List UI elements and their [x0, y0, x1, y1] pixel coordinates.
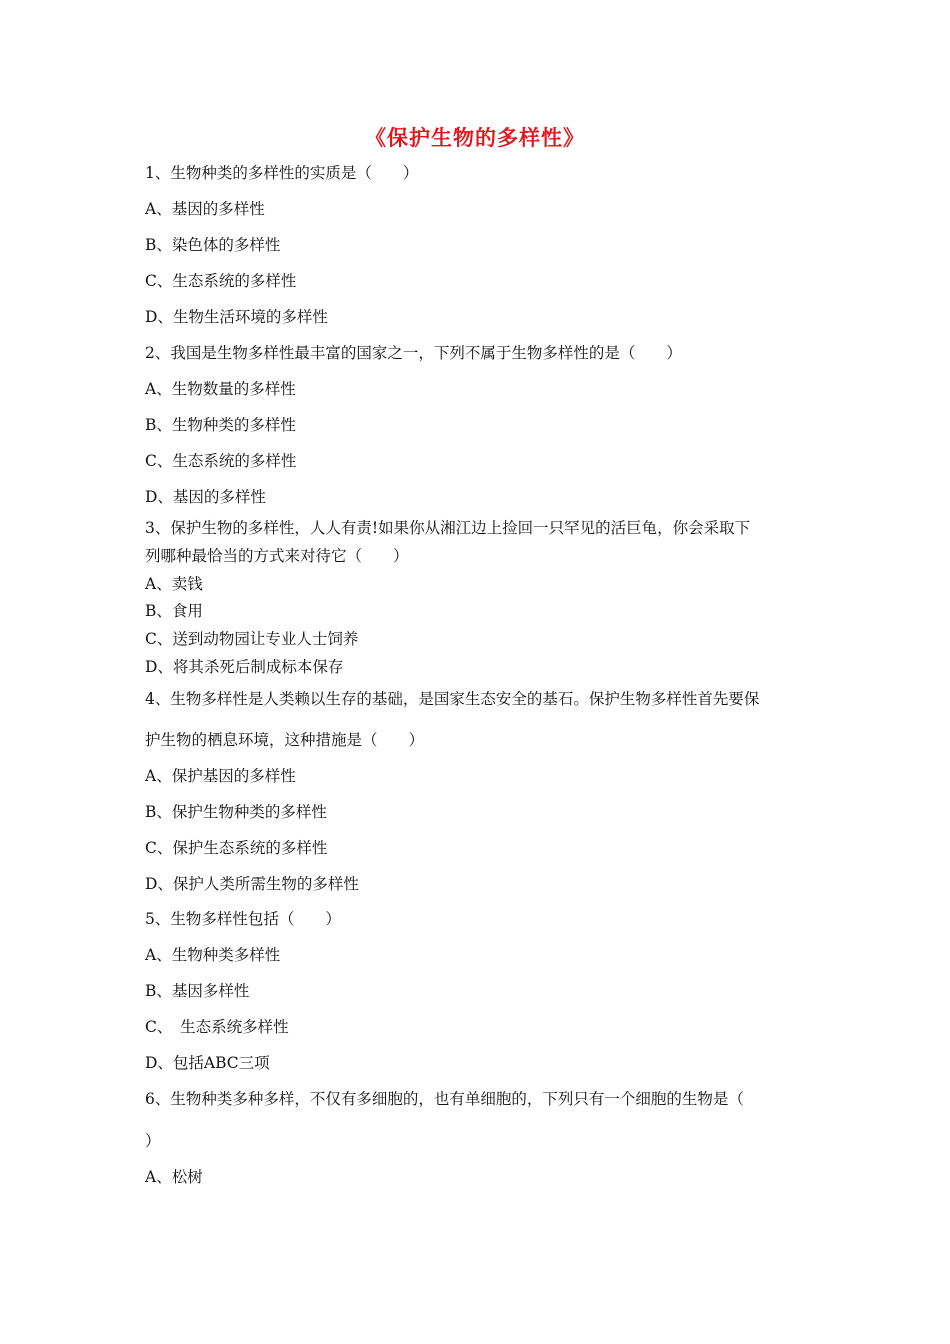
question-3-option-b: B、食用 — [145, 602, 203, 620]
question-5-option-c: C、 生态系统多样性 — [145, 1018, 289, 1036]
question-1-option-b: B、染色体的多样性 — [145, 236, 281, 254]
question-1-option-a: A、基因的多样性 — [145, 200, 265, 218]
question-3-option-d: D、将其杀死后制成标本保存 — [145, 658, 344, 676]
question-4-stem-line-1: 4、生物多样性是人类赖以生存的基础，是国家生态安全的基石。保护生物多样性首先要保 — [145, 690, 760, 708]
question-2-option-b: B、生物种类的多样性 — [145, 416, 296, 434]
question-2-stem: 2、我国是生物多样性最丰富的国家之一，下列不属于生物多样性的是（ ） — [145, 344, 682, 362]
question-3-option-a: A、卖钱 — [145, 575, 203, 593]
question-3-option-c: C、送到动物园让专业人士饲养 — [145, 630, 359, 648]
question-5-stem: 5、生物多样性包括（ ） — [145, 910, 341, 928]
question-5-option-a: A、生物种类多样性 — [145, 946, 281, 964]
question-2-option-c: C、生态系统的多样性 — [145, 452, 297, 470]
question-6-stem-line-1: 6、生物种类多种多样，不仅有多细胞的，也有单细胞的，下列只有一个细胞的生物是（ — [145, 1090, 744, 1108]
question-5-option-b: B、基因多样性 — [145, 982, 250, 1000]
question-4-stem-line-2: 护生物的栖息环境，这种措施是（ ） — [145, 731, 425, 749]
question-6-stem-line-2: ） — [145, 1132, 161, 1150]
question-4-option-a: A、保护基因的多样性 — [145, 767, 296, 785]
question-2-option-a: A、生物数量的多样性 — [145, 380, 296, 398]
question-4-option-b: B、保护生物种类的多样性 — [145, 803, 327, 821]
question-2-option-d: D、基因的多样性 — [145, 488, 266, 506]
question-6-option-a: A、松树 — [145, 1168, 203, 1186]
question-3-stem-line-1: 3、保护生物的多样性，人人有责!如果你从湘江边上捡回一只罕见的活巨龟，你会采取下 — [145, 519, 751, 537]
question-1-stem: 1、生物种类的多样性的实质是（ ） — [145, 164, 419, 182]
question-3-stem-line-2: 列哪种最恰当的方式来对待它（ ） — [145, 547, 409, 565]
question-5-option-d: D、包括ABC三项 — [145, 1054, 270, 1072]
question-4-option-c: C、保护生态系统的多样性 — [145, 839, 328, 857]
question-1-option-d: D、生物生活环境的多样性 — [145, 308, 328, 326]
document-title: 《保护生物的多样性》 — [365, 126, 585, 150]
question-4-option-d: D、保护人类所需生物的多样性 — [145, 875, 359, 893]
question-1-option-c: C、生态系统的多样性 — [145, 272, 297, 290]
